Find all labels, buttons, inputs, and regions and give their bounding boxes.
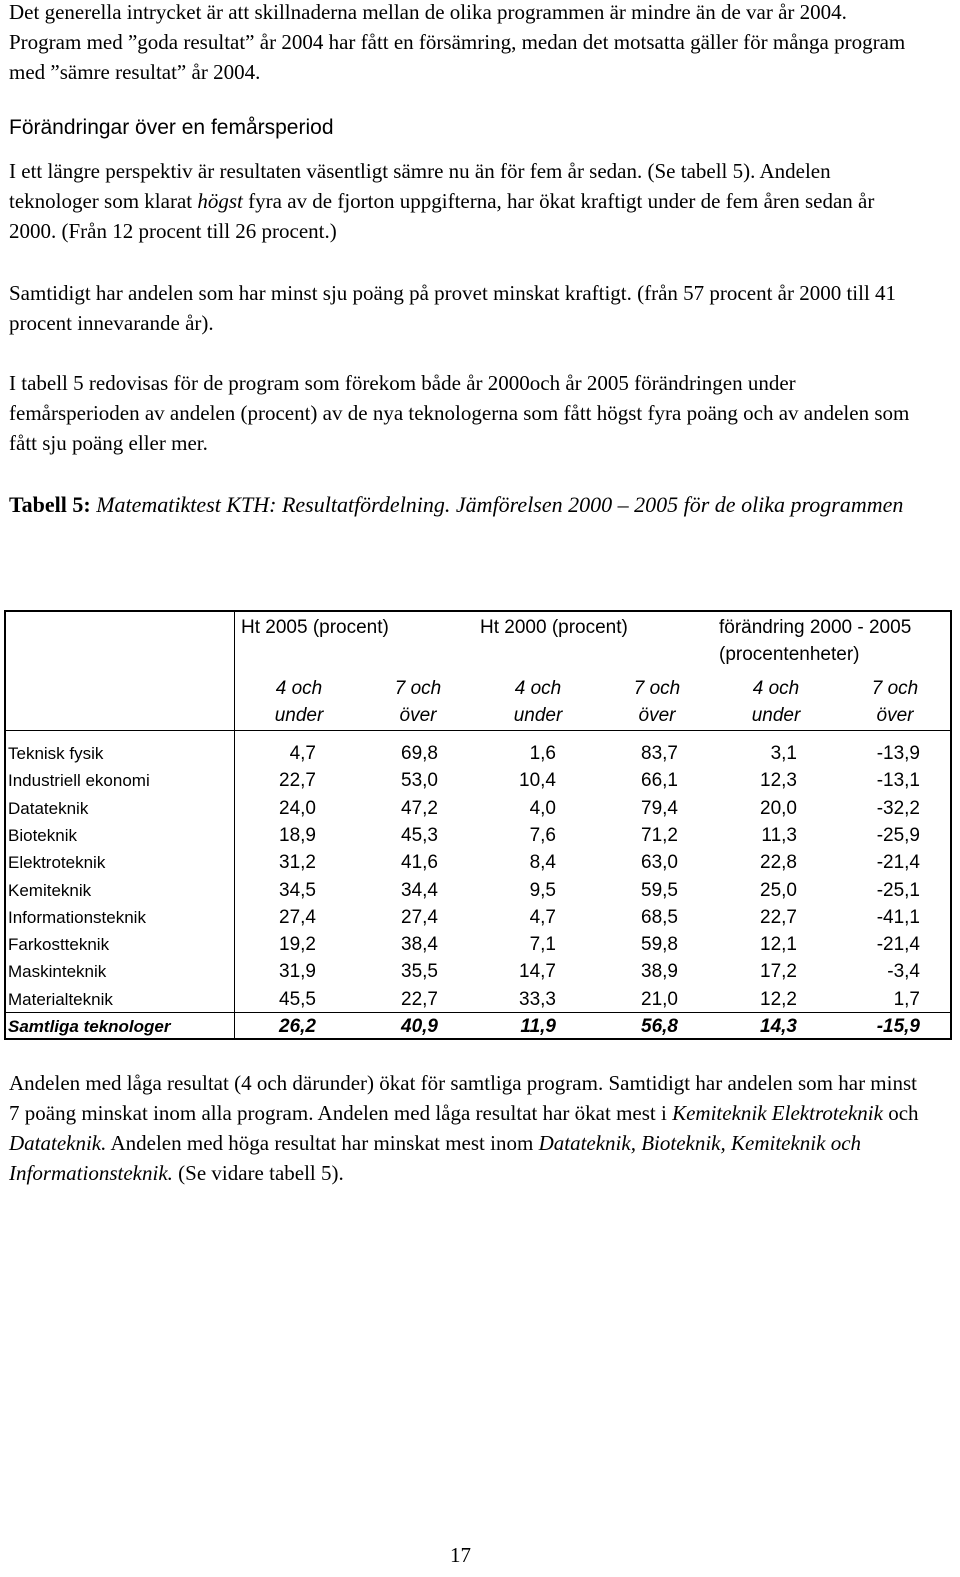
table-cell-value: 38,4 — [401, 934, 438, 956]
header-change: förändring 2000 - 2005 — [719, 617, 912, 638]
table-cell-value: 22,7 — [401, 988, 438, 1010]
subheader-over: 7 och — [394, 678, 442, 699]
table-cell-value: 35,5 — [401, 961, 438, 983]
table-total-value: 56,8 — [641, 1016, 678, 1037]
table-cell-value: 14,7 — [519, 961, 556, 983]
table-cell-value: 25,0 — [760, 879, 797, 901]
table-row-label: Informationsteknik — [8, 907, 146, 927]
table-cell-value: 10,4 — [519, 770, 556, 792]
subheader-under: 4 och — [514, 678, 562, 699]
subheader-under-line2: under — [274, 705, 324, 726]
table-cell-value: 66,1 — [641, 770, 678, 792]
table-cell-value: 4,0 — [529, 797, 556, 819]
table-cell-value: -21,4 — [876, 934, 920, 956]
header-ht2000: Ht 2000 (procent) — [480, 617, 628, 638]
paragraph-perspective — [9, 156, 924, 246]
table-cell-value: 4,7 — [529, 906, 556, 928]
page-number: 17 — [450, 1543, 471, 1567]
table-cell-value: 68,5 — [641, 906, 678, 928]
subheader-over: 7 och — [633, 678, 681, 699]
subheader-under-line2: under — [513, 705, 563, 726]
table-cell-value: 1,7 — [893, 988, 920, 1010]
table-cell-value: 1,6 — [529, 743, 556, 764]
table-cell-value: 53,0 — [401, 770, 438, 792]
table-cell-value: 9,5 — [529, 879, 556, 901]
table-total-value: 14,3 — [760, 1016, 797, 1037]
table-cell-value: 8,4 — [529, 852, 556, 874]
subheader-under: 4 och — [275, 678, 323, 699]
table-row-label: Maskinteknik — [8, 962, 107, 982]
table-cell-value: 38,9 — [641, 961, 678, 983]
table-cell-value: 34,5 — [279, 879, 316, 901]
table-row-label: Materialteknik — [8, 989, 113, 1009]
table-cell-value: 7,1 — [529, 934, 556, 956]
table-cell-value: 19,2 — [279, 934, 316, 956]
paragraph-summary — [9, 1068, 924, 1188]
table-total-value: 11,9 — [520, 1016, 556, 1037]
emphasis: Datateknik, Bioteknik, Kemiteknik och Informationsteknik. — [9, 1131, 862, 1185]
subheader-over-line2: över — [399, 705, 437, 726]
table-cell-value: 22,8 — [760, 852, 797, 874]
caption-label: Tabell 5: — [9, 492, 97, 517]
text: Andelen med höga resultat har minskat mest inom — [106, 1131, 539, 1155]
table-cell-value: 12,2 — [760, 988, 797, 1010]
table-cell-value: -41,1 — [876, 906, 920, 928]
header-divider — [6, 730, 950, 731]
table-cell-value: 69,8 — [401, 743, 438, 764]
subheader-under-line2: under — [751, 705, 801, 726]
table-cell-value: -25,9 — [876, 824, 920, 846]
table-cell-value: 7,6 — [529, 824, 556, 846]
subheader-over: 7 och — [871, 678, 919, 699]
table-row-label: Industriell ekonomi — [8, 771, 150, 791]
column-divider — [234, 612, 235, 1038]
table-row-label: Kemiteknik — [8, 880, 92, 900]
table-cell-value: 71,2 — [641, 824, 678, 846]
table-cell-value: 33,3 — [519, 988, 556, 1010]
table-cell-value: 45,5 — [279, 988, 316, 1010]
table-cell-value: 27,4 — [279, 906, 316, 928]
table-row-label: Farkostteknik — [8, 935, 110, 955]
paragraph-tabell5: I tabell 5 redovisas för de program som förekom både år 2000och år 2005 förändringen under femårsperioden av andelen (procent) av de nya teknologerna som fått högst fyra poäng och av andelen som fått sju poäng eller mer. — [9, 371, 910, 455]
table-cell-value: 4,7 — [289, 743, 316, 764]
table-cell-value: 11,3 — [761, 824, 797, 846]
caption-text: Matematiktest KTH: Resultatfördelning. Jämförelsen 2000 – 2005 för de olika programmen — [96, 492, 904, 517]
table-cell-value: -13,1 — [876, 770, 920, 792]
results-table — [4, 610, 952, 1040]
table-cell-value: -13,9 — [876, 743, 920, 764]
table-caption — [9, 490, 924, 520]
table-cell-value: 22,7 — [760, 906, 797, 928]
table-cell-value: 47,2 — [401, 797, 438, 819]
table-row-label: Bioteknik — [8, 825, 77, 845]
section-heading: Förändringar över en femårsperiod — [9, 116, 334, 139]
text: (Se vidare tabell 5). — [172, 1161, 344, 1185]
table-cell-value: 18,9 — [279, 824, 316, 846]
table-cell-value: 24,0 — [279, 797, 316, 819]
text: Andelen med låga resultat (4 och därunder) ökat för samtliga program. Samtidigt har andelen som har minst 7 poäng minskat inom alla program. Andelen med låga resultat har ökat mest i — [9, 1071, 917, 1125]
table-cell-value: 17,2 — [760, 961, 797, 983]
table-cell-value: -3,4 — [887, 961, 920, 983]
table-row-label: Datateknik — [8, 798, 89, 818]
table-cell-value: 27,4 — [401, 906, 438, 928]
table-total-value: -15,9 — [876, 1016, 920, 1037]
table-cell-value: 79,4 — [641, 797, 678, 819]
table-row-label: Teknisk fysik — [8, 744, 104, 763]
paragraph-minskat: Samtidigt har andelen som har minst sju poäng på provet minskat kraftigt. (från 57 procent år 2000 till 41 procent innevarande år). — [9, 281, 897, 335]
table-cell-value: 22,7 — [279, 770, 316, 792]
table-row-label: Elektroteknik — [8, 853, 106, 873]
table-cell-value: 31,9 — [279, 961, 316, 983]
table-cell-value: 20,0 — [760, 797, 797, 819]
header-change-unit: (procentenheter) — [719, 644, 860, 665]
table-cell-value: 83,7 — [641, 743, 678, 764]
emphasis: Datateknik. — [9, 1131, 107, 1155]
table-cell-value: -32,2 — [876, 797, 920, 819]
header-ht2005: Ht 2005 (procent) — [241, 617, 389, 638]
table-cell-value: 34,4 — [401, 879, 438, 901]
table-total-value: 26,2 — [279, 1016, 316, 1037]
subheader-under: 4 och — [752, 678, 800, 699]
paragraph-intro: Det generella intrycket är att skillnaderna mellan de olika programmen är mindre än de var år 2004. Program med ”goda resultat” år 2004 har fått en försämring, medan det motsatta gäller för många program med ”sämre resultat” år 2004. — [9, 0, 906, 84]
table-total-label: Samtliga teknologer — [8, 1017, 171, 1036]
table-cell-value: 21,0 — [641, 988, 678, 1010]
table-cell-value: 59,5 — [641, 879, 678, 901]
table-total-value: 40,9 — [401, 1016, 438, 1037]
emphasis: högst — [197, 189, 243, 213]
table-cell-value: 59,8 — [641, 934, 678, 956]
subheader-over-line2: över — [876, 705, 914, 726]
emphasis: Kemiteknik Elektroteknik — [672, 1101, 883, 1125]
table-cell-value: -21,4 — [876, 852, 920, 874]
table-cell-value: 45,3 — [401, 824, 438, 846]
text: fyra av de fjorton uppgifterna, har ökat kraftigt under de fem åren sedan år 2000. (Från 12 procent till 26 procent.) — [9, 189, 875, 243]
text: och — [882, 1101, 919, 1125]
subheader-over-line2: över — [638, 705, 676, 726]
text: I ett längre perspektiv är resultaten väsentligt sämre nu än för fem år sedan. (Se tabell 5). Andelen teknologer som klarat — [9, 159, 831, 213]
table-cell-value: 12,1 — [760, 934, 797, 956]
table-cell-value: 63,0 — [641, 852, 678, 874]
table-cell-value: -25,1 — [876, 879, 920, 901]
table-cell-value: 41,6 — [401, 852, 438, 874]
table-cell-value: 3,1 — [770, 743, 797, 764]
table-cell-value: 12,3 — [760, 770, 797, 792]
table-cell-value: 31,2 — [279, 852, 316, 874]
